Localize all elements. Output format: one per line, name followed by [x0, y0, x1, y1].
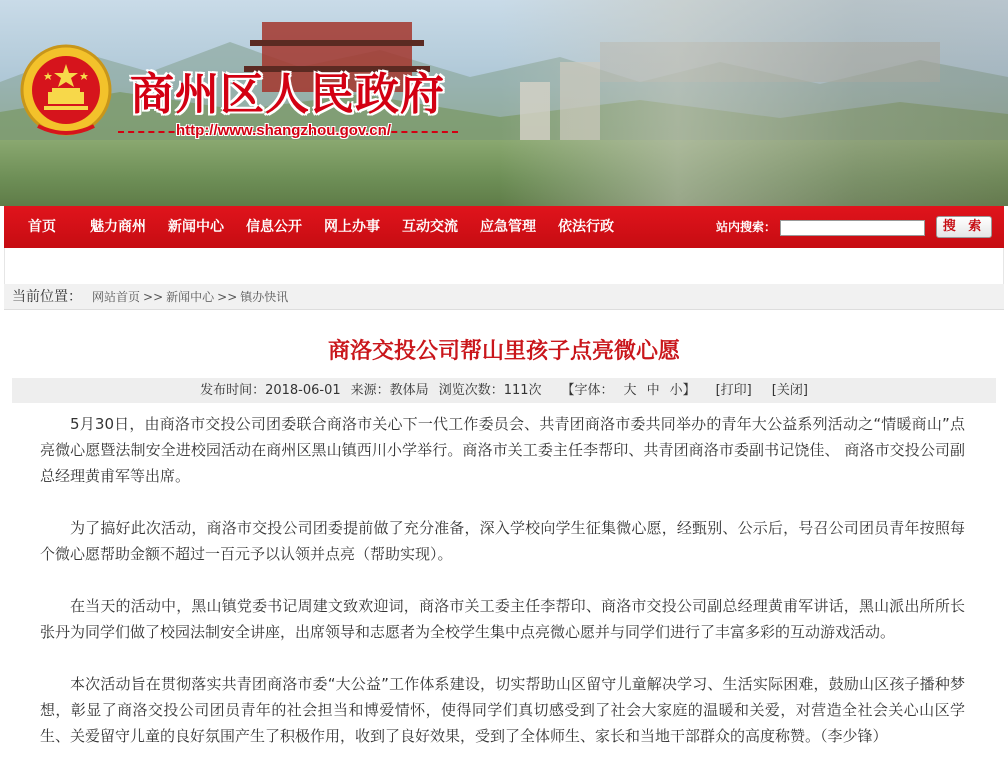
article-body [40, 411, 965, 773]
nav-online-services[interactable]: 网上办事 [324, 219, 380, 235]
print-button[interactable]: [打印] [715, 383, 752, 398]
banner-overlay [500, 0, 1008, 206]
publish-date: 2018-06-01 [265, 383, 341, 398]
font-size-small-button[interactable]: 小】 [669, 383, 696, 398]
font-size-large-button[interactable]: 大 [623, 383, 637, 398]
article-paragraph: 本次活动旨在贯彻落实共青团商洛市委“大公益”工作体系建设，切实帮助山区留守儿童解决学习、生活实际困难，鼓励山区孩子播种梦想，彰显了商洛交投公司团员青年的社会担当和博爱情怀，使得同学们真切感受到了社会大家庭的温暖和关爱，对营造全社会关心山区学生、关爱留守儿童的良好氛围产生了积极作用，收到了良好效果，受到了全体师生、家长和当地干部群众的高度称赞。（李少锋） [40, 675, 965, 745]
main-nav [4, 206, 1004, 248]
breadcrumb-path [92, 284, 288, 310]
site-url[interactable]: http://www.shangzhou.gov.cn/ [176, 122, 391, 139]
article-meta [12, 378, 996, 403]
breadcrumb-news-center[interactable]: 新闻中心 [166, 290, 215, 304]
views-value: 111次 [503, 383, 542, 398]
nav-law-based-administration[interactable]: 依法行政 [558, 219, 614, 235]
site-title: 商州区人民政府 [130, 69, 445, 120]
search-button[interactable]: 搜 索 [936, 216, 992, 238]
font-size-label: 【字体： [561, 383, 614, 398]
nav-news-center[interactable]: 新闻中心 [168, 219, 224, 235]
search-label: 站内搜索： [716, 220, 777, 234]
nav-info-disclosure[interactable]: 信息公开 [246, 219, 302, 235]
breadcrumb-separator: >> [143, 290, 164, 304]
nav-interaction[interactable]: 互动交流 [402, 219, 458, 235]
font-size-medium-button[interactable]: 中 [646, 383, 660, 398]
article-paragraph: 为了搞好此次活动，商洛市交投公司团委提前做了充分准备，深入学校向学生征集微心愿，经甄别、公示后，号召公司团员青年按照每个微心愿帮助金额不超过一百元予以认领并点亮（帮助实现）。 [40, 519, 965, 563]
nav-charm-shangzhou[interactable]: 魅力商州 [90, 219, 146, 235]
article-paragraph: 在当天的活动中，黑山镇党委书记周建文致欢迎词，商洛市关工委主任李帮印、商洛市交投公司副总经理黄甫军讲话，黑山派出所所长张丹为同学们做了校园法制安全讲座，出席领导和志愿者为全校学生集中点亮微心愿并与同学们进行了丰富多彩的互动游戏活动。 [40, 597, 965, 641]
search-input[interactable] [780, 220, 925, 236]
breadcrumb-label: 当前位置： [12, 289, 82, 305]
breadcrumb-home[interactable]: 网站首页 [92, 290, 141, 304]
publish-label: 发布时间： [200, 383, 266, 398]
source-value: 教体局 [389, 383, 429, 398]
header-banner [0, 0, 1008, 206]
article-title: 商洛交投公司帮山里孩子点亮微心愿 [327, 339, 680, 364]
views-label: 浏览次数： [438, 383, 504, 398]
source-label: 来源： [350, 383, 390, 398]
breadcrumb [4, 284, 1004, 310]
breadcrumb-town-news[interactable]: 镇办快讯 [240, 290, 289, 304]
nav-home[interactable]: 首页 [28, 219, 56, 235]
close-button[interactable]: [关闭] [771, 383, 808, 398]
national-emblem-icon [18, 42, 114, 142]
nav-emergency-management[interactable]: 应急管理 [480, 219, 536, 235]
breadcrumb-separator: >> [217, 290, 238, 304]
article-paragraph: 5月30日，由商洛市交投公司团委联合商洛市关心下一代工作委员会、共青团商洛市委共同举办的青年大公益系列活动之“情暖商山”点亮微心愿暨法制安全进校园活动在商州区黑山镇西川小学举行。商洛市关工委主任李帮印、共青团商洛市委副书记饶佳、 商洛市交投公司副总经理黄甫军等出席。 [40, 415, 965, 485]
